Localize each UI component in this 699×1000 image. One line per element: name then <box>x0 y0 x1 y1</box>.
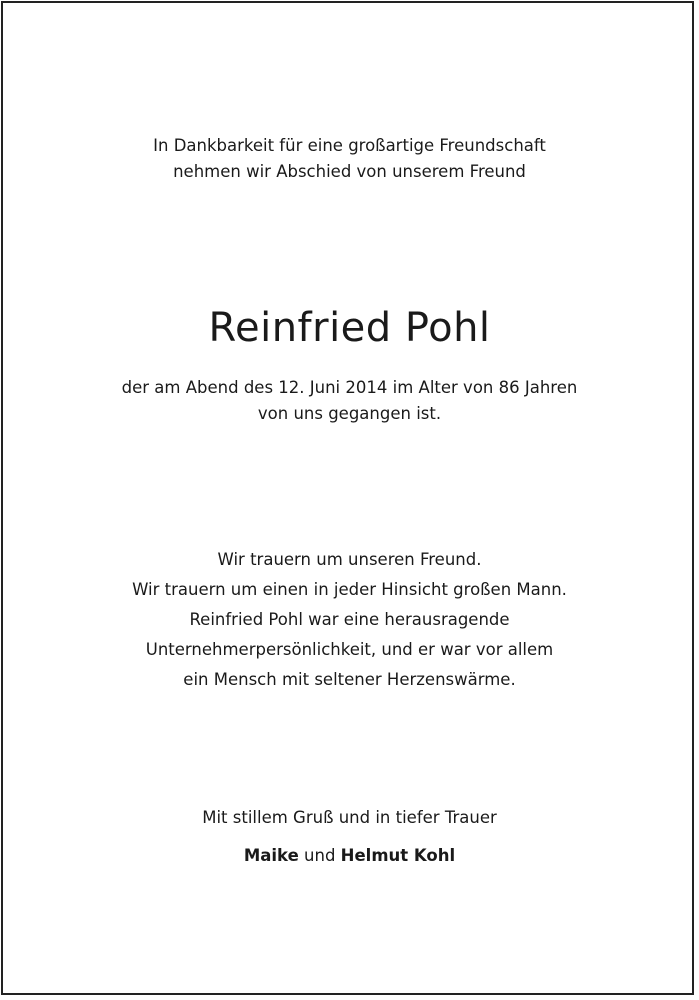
mourning-line: Wir trauern um einen in jeder Hinsicht großen Mann. <box>132 580 567 599</box>
intro-text <box>0 133 699 185</box>
mourning-line: ein Mensch mit seltener Herzenswärme. <box>183 670 516 689</box>
signer-connector: und <box>298 846 341 865</box>
mourning-line: Wir trauern um unseren Freund. <box>217 550 482 569</box>
death-notice <box>0 375 699 427</box>
mourning-line: Unternehmerpersönlichkeit, und er war vor allem <box>145 640 554 659</box>
mourning-text <box>0 545 699 695</box>
mourning-line: Reinfried Pohl war eine herausragende <box>189 610 510 629</box>
death-notice-line: der am Abend des 12. Juni 2014 im Alter von 86 Jahren <box>121 378 578 397</box>
closing-greeting: Mit stillem Gruß und in tiefer Trauer <box>202 808 497 827</box>
intro-line: nehmen wir Abschied von unserem Freund <box>173 162 526 181</box>
signer-second: Helmut Kohl <box>340 846 456 865</box>
death-notice-line: von uns gegangen ist. <box>257 404 442 423</box>
signers <box>0 843 699 869</box>
deceased-name: Reinfried Pohl <box>208 305 491 351</box>
intro-line: In Dankbarkeit für eine großartige Freundschaft <box>153 136 546 155</box>
signer-first: Maike <box>243 846 299 865</box>
